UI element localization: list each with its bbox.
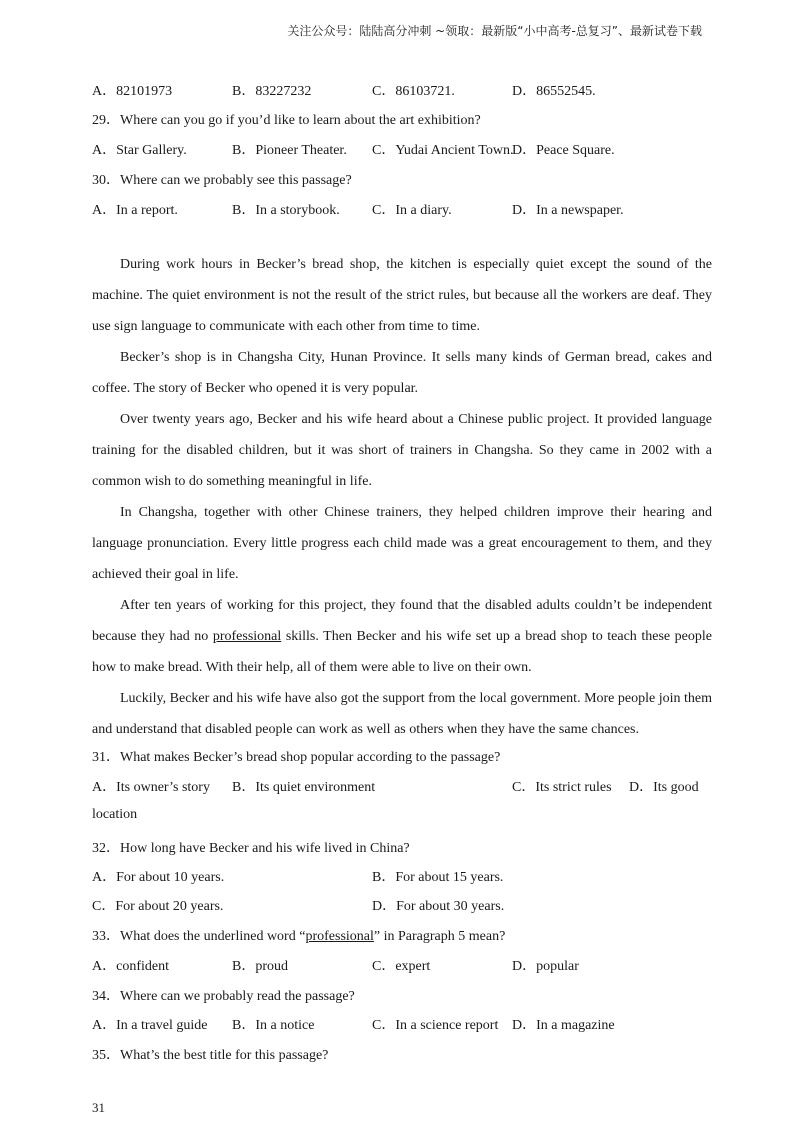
q33-option-b: B．proud [232,959,288,974]
q32-option-a: A．For about 10 years. [92,870,225,885]
paragraph-5-text-end: skills. Then Becker and his wife set up a bread shop to teach these people how to make bread. With their help, all of them were able to live on their own. [92,629,712,675]
q34-option-d: D．In a magazine [512,1018,615,1033]
q33-option-a: A．confident [92,959,169,974]
q28-option-b: B．83227232 [232,84,312,99]
q30-option-a: A．In a report. [92,203,178,218]
q29-question: 29．Where can you go if you’d like to learn about the art exhibition? [92,113,481,128]
q35-question: 35．What’s the best title for this passage? [92,1048,329,1063]
q29-option-c: C．Yudai Ancient Town. [372,143,514,158]
passage-paragraph-6: Luckily, Becker and his wife have also got the support from the local government. More people join them and understand that disabled people can work as well as others when they have the same chances. [92,691,712,737]
q34-option-b: B．In a notice [232,1018,315,1033]
q31-option-d-wrap: location [92,807,138,822]
q28-option-c: C．86103721. [372,84,455,99]
q33-option-d: D．popular [512,959,579,974]
q28-option-d: D．86552545. [512,84,596,99]
paragraph-5-text-start: After ten years of working for this project, they found that the disabled adults couldn’t be independent because they had no [92,598,712,644]
passage-paragraph-5 [92,590,712,683]
q31-option-d: D．Its good [629,780,699,795]
q32-option-c: C．For about 20 years. [92,899,224,914]
q31-option-a: A．Its owner’s story [92,780,210,795]
q33-question-start: 33．What does the underlined word “ [92,929,306,944]
q29-option-b: B．Pioneer Theater. [232,143,347,158]
q31-question: 31．What makes Becker’s bread shop popular according to the passage? [92,750,501,765]
q33-question-end: ” in Paragraph 5 mean? [373,929,506,944]
reading-passage [92,249,712,745]
q31-option-b: B．Its quiet environment [232,780,376,795]
q30-option-c: C．In a diary. [372,203,452,218]
q31-option-c: C．Its strict rules [512,780,612,795]
q32-option-b: B．For about 15 years. [372,870,504,885]
q30-question: 30．Where can we probably see this passage? [92,173,352,188]
q32-option-d: D．For about 30 years. [372,899,505,914]
q30-option-b: B．In a storybook. [232,203,340,218]
page-number: 31 [92,1100,105,1115]
q30-option-d: D．In a newspaper. [512,203,624,218]
q33-question [92,925,505,945]
underlined-word: professional [212,629,282,644]
q34-question: 34．Where can we probably read the passage? [92,989,355,1004]
q33-option-c: C．expert [372,959,431,974]
passage-paragraph-3: Over twenty years ago, Becker and his wife heard about a Chinese public project. It provided language training for the disabled children, but it was short of trainers in Changsha. So they came in 2002 with a common wish to do something meaningful in life. [92,412,712,489]
q32-question: 32．How long have Becker and his wife lived in China? [92,841,410,856]
q34-option-c: C．In a science report [372,1018,499,1033]
q29-option-d: D．Peace Square. [512,143,615,158]
page-header: 关注公众号：陆陆高分冲刺 ~领取：最新版“小中高考-总复习”、最新试卷下载 [287,24,702,38]
q28-option-a: A．82101973 [92,84,173,99]
passage-paragraph-1: During work hours in Becker’s bread shop, the kitchen is especially quiet except the sound of the machine. The quiet environment is not the result of the strict rules, but because all the workers are deaf. They use sign language to communicate with each other from time to time. [92,257,712,334]
q29-option-a: A．Star Gallery. [92,143,187,158]
q33-underlined-word: professional [305,929,374,944]
passage-paragraph-2: Becker’s shop is in Changsha City, Hunan Province. It sells many kinds of German bread, cakes and coffee. The story of Becker who opened it is very popular. [92,350,712,396]
passage-paragraph-4: In Changsha, together with other Chinese trainers, they helped children improve their hearing and language pronunciation. Every little progress each child made was a great encouragement to them, and they achieved their goal in life. [92,505,712,582]
q34-option-a: A．In a travel guide [92,1018,208,1033]
